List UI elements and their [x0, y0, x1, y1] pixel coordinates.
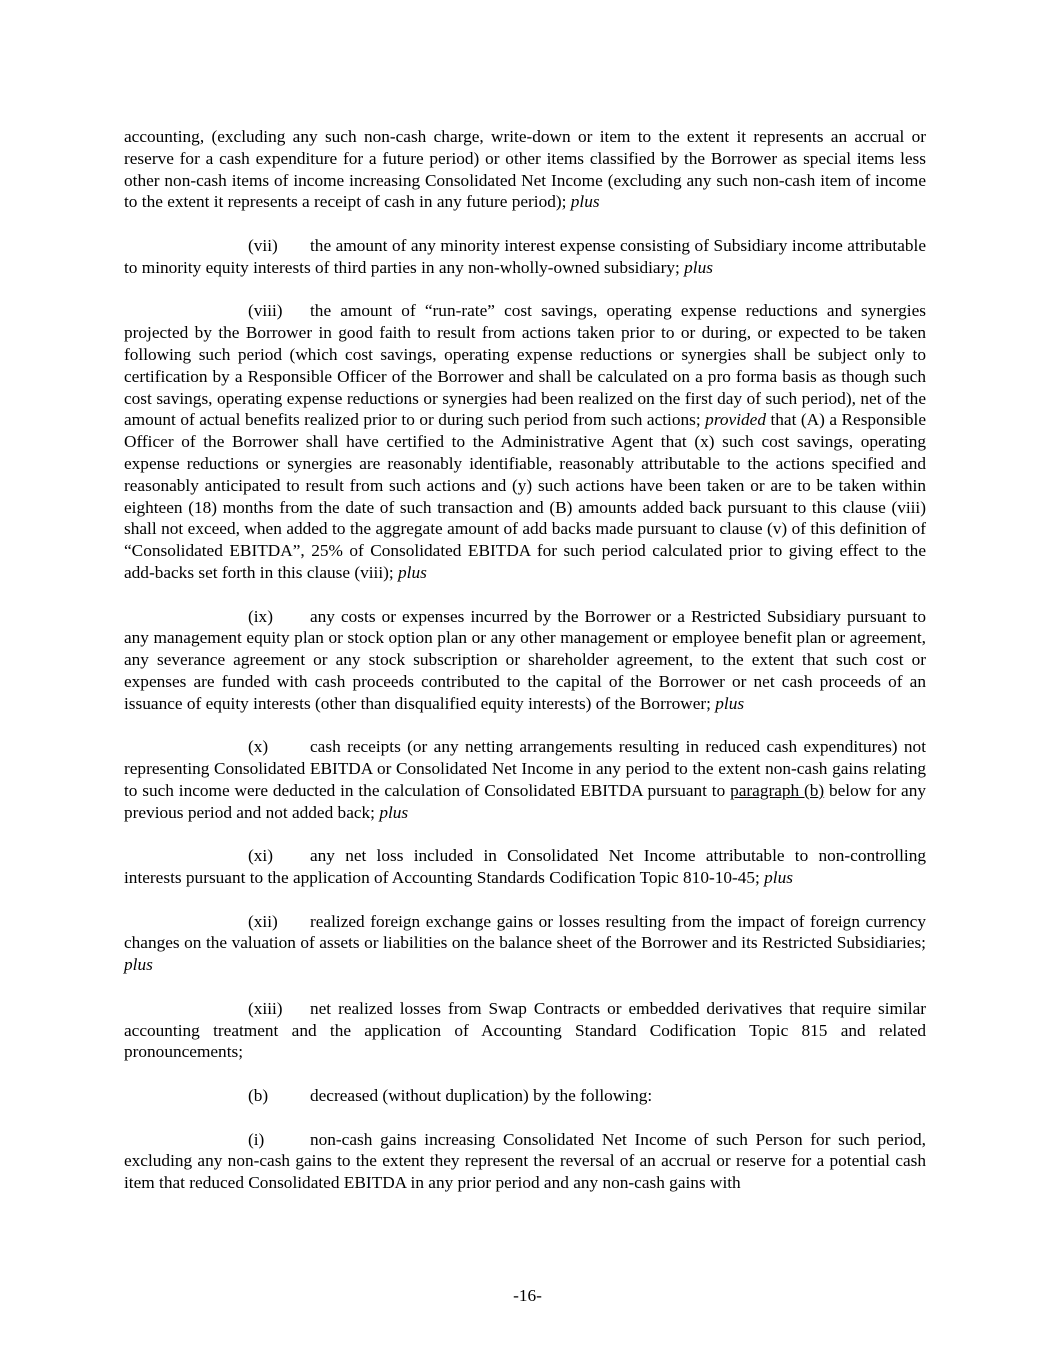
clause-viii — [124, 300, 926, 583]
clause-text: realized foreign exchange gains or losses resulting from the impact of foreign currency changes on the valuation of assets or liabilities on the balance sheet of the Borrower and its Restricted Subsidiaries; — [124, 911, 926, 953]
clause-text: cash receipts (or any netting arrangements resulting in reduced cash expenditures) not representing Consolidated EBITDA or Consolidated Net Income in any period to the extent non-cash gains relating to such income were deducted in the calculation of Consolidated EBITDA pursuant to — [124, 737, 926, 800]
clause-text-continued: below for any previous period and not added back; — [124, 780, 926, 822]
clause-number: (ix) — [248, 606, 273, 626]
clause-text: decreased (without duplication) by the following: — [310, 1086, 653, 1106]
clause-xii — [124, 911, 926, 976]
clause-text: the amount of any minority interest expense consisting of Subsidiary income attributable to minority equity interests of third parties in any non-wholly-owned subsidiary; — [124, 235, 926, 277]
plus-connector: plus — [379, 802, 409, 822]
clause-i — [124, 1129, 926, 1194]
clause-number: (xi) — [248, 846, 273, 866]
plus-connector: plus — [398, 562, 427, 582]
plus-connector: plus — [764, 868, 793, 888]
clause-xi — [124, 845, 926, 889]
clause-number: (b) — [248, 1086, 269, 1106]
clause-vii — [124, 235, 926, 279]
plus-connector: plus — [684, 257, 713, 277]
clause-number: (viii) — [248, 301, 283, 321]
clause-text: any net loss included in Consolidated Net Income attributable to non-controlling interests pursuant to the application of Accounting Standards Codification Topic 810-10-45; — [124, 846, 926, 888]
clause-number: (x) — [248, 737, 269, 757]
plus-connector: plus — [570, 192, 600, 212]
clause-number: (xiii) — [248, 998, 283, 1018]
clause-ix — [124, 606, 926, 715]
provided-term: provided — [705, 410, 766, 430]
page-number: -16- — [513, 1286, 542, 1305]
plus-connector: plus — [715, 693, 745, 713]
paragraph-text: accounting, (excluding any such non-cash charge, write-down or item to the extent it represents an accrual or reserve for a cash expenditure for a future period) or other items classified by the Borrower as special items less other non-cash items of income increasing Consolidated Net Income (excluding any such non-cash item of income to the extent it represents a receipt of cash in any future period); — [124, 127, 926, 212]
clause-number: (i) — [248, 1129, 265, 1149]
clause-x — [124, 736, 926, 823]
clause-text: non-cash gains increasing Consolidated Net Income of such Person for such period, excluding any non-cash gains to the extent they represent the reversal of an accrual or reserve for a potential cash item that reduced Consolidated EBITDA in any prior period and any non-cash gains with — [124, 1129, 926, 1193]
paragraph-b-reference: paragraph (b) — [730, 780, 825, 800]
clause-text-continued: that (A) a Responsible Officer of the Borrower shall have certified to the Administrative Agent that (x) such cost savings, operating expense reductions or synergies are reasonably identifiable, reasonably attributable to the actions specified and reasonably anticipated to result from such actions and (y) such actions have been taken or are to be taken within eighteen (18) months from the date of such transaction and (B) amounts added back pursuant to this clause (viii) shall not exceed, when added to the aggregate amount of add backs made pursuant to clause (v) of this definition of “Consolidated EBITDA”, 25% of Consolidated EBITDA for such period calculated prior to giving effect to the add-backs set forth in this clause (viii); — [124, 410, 926, 582]
paragraph-continuation — [124, 126, 926, 213]
page-body — [124, 126, 926, 1216]
clause-b — [124, 1085, 926, 1107]
clause-text: the amount of “run-rate” cost savings, operating expense reductions and synergies projected by the Borrower in good faith to result from actions taken prior to or during, or expected to be taken following such period (which cost savings, operating expense reductions or synergies shall be subject only to certification by a Responsible Officer of the Borrower and shall be calculated on a pro forma basis as though such cost savings, operating expense reductions or synergies had been realized on the first day of such period), net of the amount of actual benefits realized prior to or during such period from such actions; — [124, 301, 926, 430]
clause-text: any costs or expenses incurred by the Borrower or a Restricted Subsidiary pursuant to any management equity plan or stock option plan or any other management or employee benefit plan or agreement, any severance agreement or any stock subscription or shareholder agreement, to the extent that such cost or expenses are funded with cash proceeds contributed to the capital of the Borrower or net cash proceeds of an issuance of equity interests (other than disqualified equity interests) of the Borrower; — [124, 606, 926, 713]
clause-number: (vii) — [248, 235, 278, 255]
clause-number: (xii) — [248, 911, 278, 931]
plus-connector: plus — [124, 955, 153, 975]
clause-xiii — [124, 998, 926, 1063]
clause-text: net realized losses from Swap Contracts or embedded derivatives that require similar accounting treatment and the application of Accounting Standard Codification Topic 815 and related pronouncements; — [124, 998, 926, 1062]
